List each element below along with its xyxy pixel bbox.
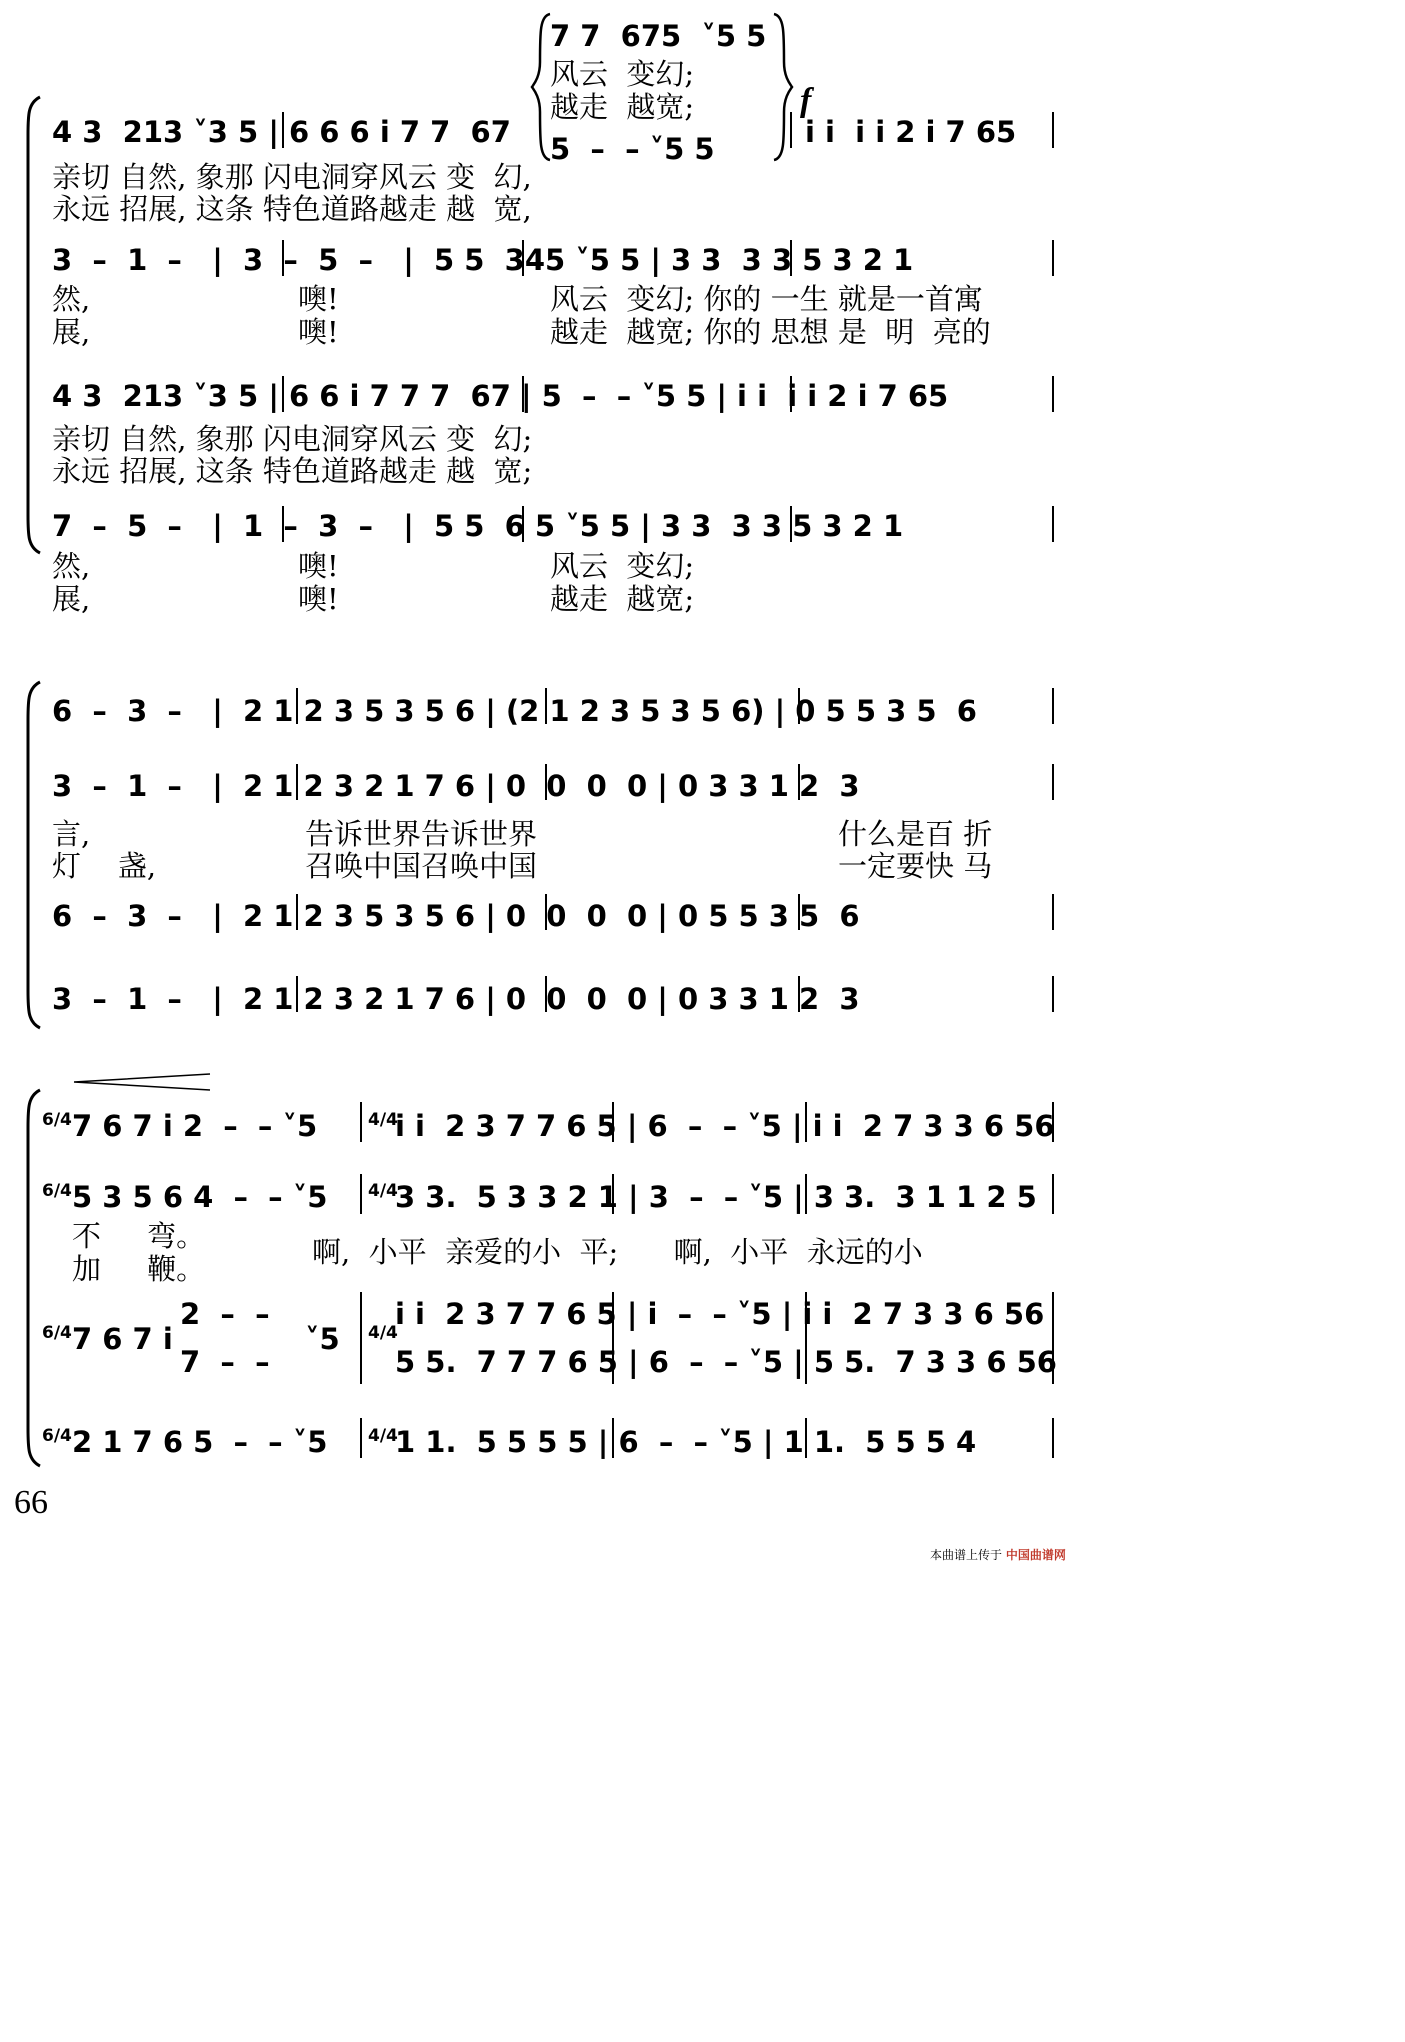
barline bbox=[1052, 1174, 1054, 1214]
barline bbox=[1052, 894, 1054, 930]
staff2-lyric-2a: 展, bbox=[52, 315, 91, 349]
sys2-staff3-notes: 6 – 3 – | 2 1 2 3 5 3 5 6 | 0 0 0 0 | 0 5 5 3 5 6 bbox=[52, 899, 860, 933]
sys2-staff2-notes: 3 – 1 – | 2 1 2 3 2 1 7 6 | 0 0 0 0 | 0 3 3 1 2 3 bbox=[52, 769, 860, 803]
sys3-staff4-notes-b: 1 1. 5 5 5 5 | 6 – – ˅5 | 1 1. 5 5 5 4 bbox=[395, 1425, 977, 1459]
barline bbox=[522, 240, 524, 276]
staff2-lyric-1c: 风云 变幻; 你的 一生 就是一首寓 bbox=[550, 282, 983, 316]
sys2-lyric-2b: 召唤中国召唤中国 bbox=[305, 849, 538, 883]
staff4-lyric-2c: 越走 越宽; bbox=[550, 582, 695, 616]
sys3-time-sig-b: 4/4 bbox=[368, 1181, 398, 1201]
barline bbox=[296, 976, 298, 1012]
sys3-lyric-1a: 不 弯。 bbox=[72, 1219, 206, 1253]
sys3-staff3-after: ˅5 bbox=[305, 1322, 340, 1356]
barline bbox=[612, 1292, 614, 1384]
barline bbox=[545, 688, 547, 724]
barline bbox=[282, 376, 284, 412]
crescendo-hairpin bbox=[72, 1072, 212, 1092]
sys3-staff2-notes-b: 3 3. 5 3 3 2 1 | 3 – – ˅5 | 3 3. 3 1 1 2 5 bbox=[395, 1180, 1037, 1214]
sys3-time-sig-b: 4/4 bbox=[368, 1323, 398, 1343]
barline bbox=[296, 688, 298, 724]
small-staff-lower-notes: 5 – – ˅5 5 bbox=[550, 132, 715, 166]
barline bbox=[798, 976, 800, 1012]
sys3-staff1-notes: 7 6 7 i 2 – – ˅5 bbox=[72, 1109, 318, 1143]
barline bbox=[790, 240, 792, 276]
barline bbox=[805, 1102, 807, 1142]
barline bbox=[798, 688, 800, 724]
barline bbox=[522, 506, 524, 542]
sys2-lyric-1b: 告诉世界告诉世界 bbox=[305, 817, 538, 851]
staff1-lyric-1: 亲切 自然, 象那 闪电洞穿风云 变 幻, bbox=[52, 160, 532, 194]
barline bbox=[1052, 240, 1054, 276]
staff3-lyric-1: 亲切 自然, 象那 闪电洞穿风云 变 幻; bbox=[52, 422, 533, 456]
barline bbox=[612, 1418, 614, 1458]
staff4-notes: 7 – 5 – | 1 – 3 – | 5 5 6 5 ˅5 5 | 3 3 3 3 5 3 2 1 bbox=[52, 509, 904, 543]
barline bbox=[612, 1174, 614, 1214]
system-bracket bbox=[22, 1088, 52, 1468]
barline bbox=[282, 506, 284, 542]
sys3-staff2-notes: 5 3 5 6 4 – – ˅5 bbox=[72, 1180, 328, 1214]
sys3-staff3-lower: 7 – – bbox=[180, 1345, 270, 1379]
barline bbox=[360, 1102, 362, 1142]
barline bbox=[798, 764, 800, 800]
barline bbox=[360, 1174, 362, 1214]
barline bbox=[545, 764, 547, 800]
sys3-lyric-b: 啊, 小平 亲爱的小 平; 啊, 小平 永远的小 bbox=[312, 1235, 923, 1269]
barline bbox=[522, 376, 524, 412]
barline bbox=[612, 1102, 614, 1142]
barline bbox=[545, 976, 547, 1012]
barline bbox=[282, 240, 284, 276]
footer-credit bbox=[930, 1546, 1066, 1563]
staff4-lyric-1c: 风云 变幻; bbox=[550, 549, 695, 583]
staff2-lyric-1b: 噢! bbox=[298, 282, 339, 316]
barline bbox=[1052, 376, 1054, 412]
sys3-time-sig-b: 4/4 bbox=[368, 1426, 398, 1446]
sys3-lyric-2a: 加 鞭。 bbox=[72, 1252, 206, 1286]
barline bbox=[790, 376, 792, 412]
barline bbox=[296, 894, 298, 930]
sys2-lyric-2a: 灯 盏, bbox=[52, 849, 157, 883]
staff4-lyric-2b: 噢! bbox=[298, 582, 339, 616]
barline bbox=[360, 1418, 362, 1458]
barline bbox=[1052, 764, 1054, 800]
barline bbox=[1052, 1102, 1054, 1142]
sys3-staff3-upper: 2 – – bbox=[180, 1297, 270, 1331]
small-staff-upper-notes: 7 7 675 ˅5 5 bbox=[550, 19, 767, 53]
barline bbox=[790, 506, 792, 542]
sys2-lyric-1a: 言, bbox=[52, 817, 91, 851]
staff2-notes: 3 – 1 – | 3 – 5 – | 5 5 345 ˅5 5 | 3 3 3 3 5 3 2 1 bbox=[52, 243, 914, 277]
sys3-time-sig-a: 6/4 bbox=[42, 1110, 72, 1130]
barline bbox=[1052, 976, 1054, 1012]
footer-text: 本曲谱上传于 bbox=[930, 1548, 1003, 1562]
staff4-lyric-1a: 然, bbox=[52, 549, 91, 583]
barline bbox=[790, 112, 792, 148]
barline bbox=[1052, 112, 1054, 148]
sys3-time-sig-a: 6/4 bbox=[42, 1181, 72, 1201]
staff1-notes-b: i i i i 2 i 7 65 bbox=[805, 115, 1017, 149]
page-number: 66 bbox=[14, 1484, 48, 1521]
staff4-lyric-1b: 噢! bbox=[298, 549, 339, 583]
sys3-staff4-notes: 2 1 7 6 5 – – ˅5 bbox=[72, 1425, 328, 1459]
system-bracket bbox=[22, 95, 52, 555]
sys3-staff1-notes-b: i i 2 3 7 7 6 5 | 6 – – ˅5 | i i 2 7 3 3 6 56 bbox=[395, 1109, 1055, 1143]
barline bbox=[805, 1174, 807, 1214]
staff2-lyric-1a: 然, bbox=[52, 282, 91, 316]
staff2-lyric-2c: 越走 越宽; 你的 思想 是 明 亮的 bbox=[550, 315, 991, 349]
footer-brand: 中国曲谱网 bbox=[1005, 1548, 1066, 1562]
small-staff-lyric-1: 风云 变幻; bbox=[550, 57, 695, 91]
sys2-staff4-notes: 3 – 1 – | 2 1 2 3 2 1 7 6 | 0 0 0 0 | 0 3 3 1 2 3 bbox=[52, 982, 860, 1016]
barline bbox=[1052, 688, 1054, 724]
staff1-notes: 4 3 213 ˅3 5 | 6 6 6 i 7 7 67 bbox=[52, 115, 511, 149]
barline bbox=[1052, 1292, 1054, 1384]
sys3-time-sig-a: 6/4 bbox=[42, 1426, 72, 1446]
staff1-lyric-2: 永远 招展, 这条 特色道路越走 越 宽, bbox=[52, 192, 532, 226]
barline bbox=[282, 112, 284, 148]
sys3-staff3-notes-a: 7 6 7 i bbox=[72, 1322, 173, 1356]
barline bbox=[798, 894, 800, 930]
sys3-time-sig-a: 6/4 bbox=[42, 1323, 72, 1343]
sys3-staff3-lower-b: 5 5. 7 7 7 6 5 | 6 – – ˅5 | 5 5. 7 3 3 6 56 bbox=[395, 1345, 1057, 1379]
sys2-lyric-1c: 什么是百 折 bbox=[838, 817, 993, 851]
staff4-lyric-2a: 展, bbox=[52, 582, 91, 616]
sys2-staff1-notes: 6 – 3 – | 2 1 2 3 5 3 5 6 | (2 1 2 3 5 3 5 6) | 0 5 5 3 5 6 bbox=[52, 694, 977, 728]
staff3-lyric-2: 永远 招展, 这条 特色道路越走 越 宽; bbox=[52, 454, 533, 488]
barline bbox=[1052, 1418, 1054, 1458]
barline bbox=[805, 1292, 807, 1384]
barline bbox=[296, 764, 298, 800]
sys3-staff3-upper-b: i i 2 3 7 7 6 5 | i – – ˅5 | i i 2 7 3 3 6 56 bbox=[395, 1297, 1045, 1331]
barline bbox=[360, 1292, 362, 1384]
sys3-time-sig-b: 4/4 bbox=[368, 1110, 398, 1130]
dynamic-forte: f bbox=[800, 82, 812, 119]
barline bbox=[545, 894, 547, 930]
barline bbox=[805, 1418, 807, 1458]
system-bracket bbox=[22, 680, 52, 1030]
staff3-notes: 4 3 213 ˅3 5 | 6 6 i 7 7 7 67 | 5 – – ˅5 5 | i i i i 2 i 7 65 bbox=[52, 379, 949, 413]
small-staff-lyric-2: 越走 越宽; bbox=[550, 90, 695, 124]
staff2-lyric-2b: 噢! bbox=[298, 315, 339, 349]
barline bbox=[1052, 506, 1054, 542]
sys2-lyric-2c: 一定要快 马 bbox=[838, 849, 993, 883]
